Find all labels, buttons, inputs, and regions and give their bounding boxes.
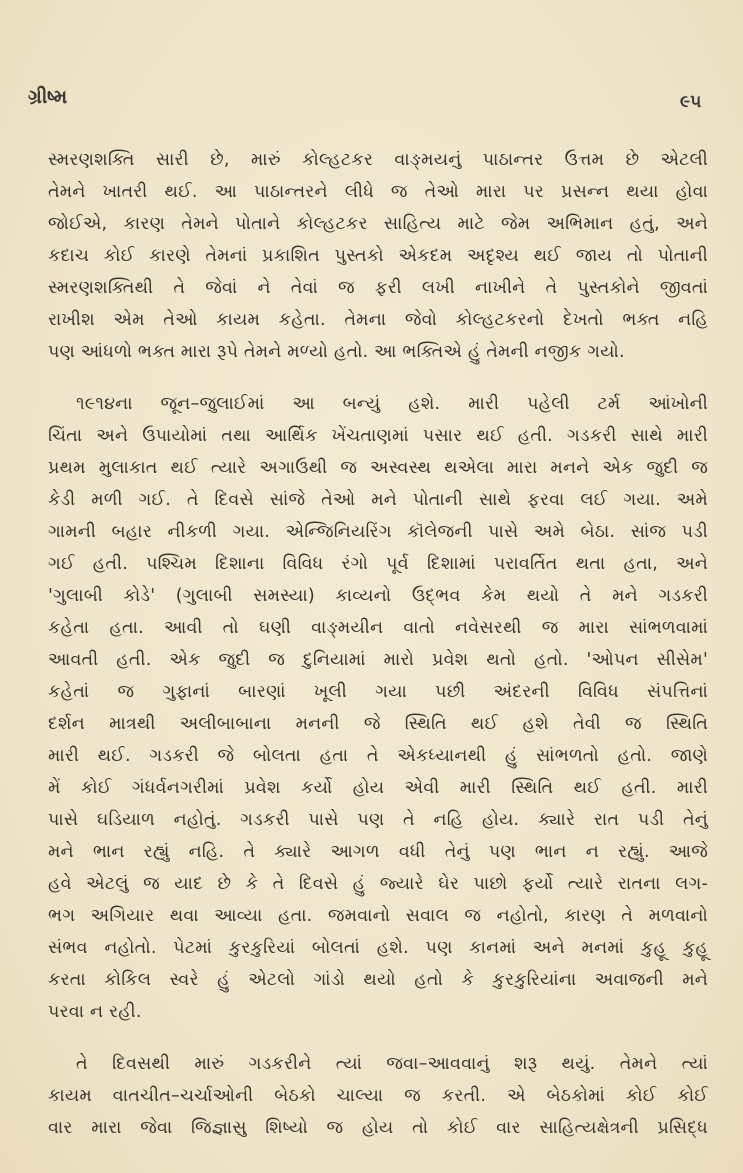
text-line: કાયમ વાતચીત–ચર્ચાઓની બેઠકો ચાલ્યા જ કરતી. એ બેઠકોમાં કોઈ કોઈ <box>48 1086 708 1106</box>
text-line: કહેતાં જ ગુફાનાં બારણાં ખૂલી ગયા પછી અંદરની વિવિધ સંપત્તિનાં <box>48 682 708 702</box>
text-line: ભગ અગિયાર થવા આવ્યા હતા. જમવાનો સવાલ જ નહોતો, કારણ તે મળવાનો <box>48 906 708 926</box>
text-line: ૧૯૧૪ના જૂન–જુલાઈમાં આ બન્યું હશે. મારી પહેલી ટર્મ આંખોની <box>76 394 708 414</box>
text-line: રાખીશ એમ તેઓ કાયમ કહેતા. તેમના જેવો કોલ્હટકરનો દેખતો ભક્ત નહિ <box>48 310 708 330</box>
text-line: જોઈએ, કારણ તેમને પોતાને કોલ્હટકર સાહિત્ય માટે જેમ અભિમાન હતું, અને <box>48 214 708 234</box>
text-line: મારી થઈ. ગડકરી જે બોલતા હતા તે એકધ્યાનથી હું સાંભળતો હતો. જાણે <box>48 746 708 766</box>
text-line: સ્મરણશક્તિથી તે જેવાં ને તેવાં જ ફરી લખી નાખીને તે પુસ્તકોને જીવતાં <box>48 278 708 298</box>
text-line: તે દિવસથી મારું ગડકરીને ત્યાં જવા–આવવાનું શરૂ થયું. તેમને ત્યાં <box>76 1054 708 1074</box>
text-line: મને ભાન રહ્યું નહિ. તે ક્યારે આગળ વધી તેનું પણ ભાન ન રહ્યું. આજે <box>48 842 708 862</box>
page-number: ૯૫ <box>680 92 702 112</box>
paragraph-2 <box>48 388 708 1028</box>
paragraph-1 <box>48 144 708 368</box>
text-line: સ્મરણશક્તિ સારી છે, મારું કોલ્હટકર વાઙ્મયનું પાઠાન્તર ઉત્તમ છે એટલી <box>48 150 708 170</box>
text-line: પ્રથમ મુલાકાત થઈ ત્યારે અગાઉથી જ અસ્વસ્થ થએલા મારા મનને એક જુદી જ <box>48 458 708 478</box>
text-line: પાસે ઘડિયાળ નહોતું. ગડકરી પાસે પણ તે નહિ હોય. ક્યારે રાત પડી તેનું <box>48 810 708 830</box>
text-line: હવે એટલું જ યાદ છે કે તે દિવસે હું જ્યારે ઘેર પાછો ફર્યો ત્યારે રાતના લગ- <box>48 874 708 894</box>
text-line: કદાચ કોઈ કારણે તેમનાં પ્રકાશિત પુસ્તકો એકદમ અદૃશ્ય થઈ જાય તો પોતાની <box>48 246 708 266</box>
text-line: સંભવ નહોતો. પેટમાં કુરકુરિયાં બોલતાં હશે. પણ કાનમાં અને મનમાં કુહૂ કુહૂ <box>48 938 708 958</box>
text-line: ચિંતા અને ઉપાયોમાં તથા આર્થિક ખેંચતાણમાં પસાર થઈ હતી. ગડકરી સાથે મારી <box>48 426 708 446</box>
text-line: તેમને ખાતરી થઈ. આ પાઠાન્તરને લીધે જ તેઓ મારા પર પ્રસન્ન થયા હોવા <box>48 182 708 202</box>
text-line: કહેતા હતા. આવી તો ઘણી વાઙ્મયીન વાતો નવેસરથી જ મારા સાંભળવામાં <box>48 618 708 638</box>
running-head: ગ્રીષ્મ <box>28 86 68 108</box>
text-line: મેં કોઈ ગંધર્વનગરીમાં પ્રવેશ કર્યો હોય એવી મારી સ્થિતિ થઈ હતી. મારી <box>48 778 708 798</box>
paragraph-3 <box>48 1048 708 1144</box>
text-line: કેડી મળી ગઈ. તે દિવસે સાંજે તેઓ મને પોતાની સાથે ફરવા લઈ ગયા. અમે <box>48 490 708 510</box>
text-line: પણ આંધળો ભક્ત મારા રૂપે તેમને મળ્યો હતો. આ ભક્તિએ હું તેમની નજીક ગયો. <box>48 342 625 362</box>
text-line: કરતા કોકિલ સ્વરે હું એટલો ગાંડો થયો હતો કે કુરકુરિયાંના અવાજની મને <box>48 970 708 990</box>
text-line: ગામની બહાર નીકળી ગયા. એન્જિનિયરિંગ કૉલેજની પાસે અમે બેઠા. સાંજ પડી <box>48 522 708 542</box>
text-line: દર્શન માત્રથી અલીબાબાના મનની જે સ્થિતિ થઈ હશે તેવી જ સ્થિતિ <box>48 714 708 734</box>
text-line: વાર મારા જેવા જિજ્ઞાસુ શિષ્યો જ હોય તો કોઈ વાર સાહિત્યક્ષેત્રની પ્રસિદ્ધ <box>48 1118 708 1138</box>
text-line: 'ગુલાબી કોડે' (ગુલાબી સમસ્યા) કાવ્યનો ઉદ્ભવ કેમ થયો તે મને ગડકરી <box>48 586 708 606</box>
text-line: આવતી હતી. એક જુદી જ દુનિયામાં મારો પ્રવેશ થતો હતો. 'ઓપન સીસેમ' <box>48 650 708 670</box>
text-line: ગઈ હતી. પશ્ચિમ દિશાના વિવિધ રંગો પૂર્વ દિશામાં પરાવર્તિત થતા હતા, અને <box>48 554 708 574</box>
body-text <box>48 144 708 1144</box>
text-line: પરવા ન રહી. <box>48 1002 142 1022</box>
